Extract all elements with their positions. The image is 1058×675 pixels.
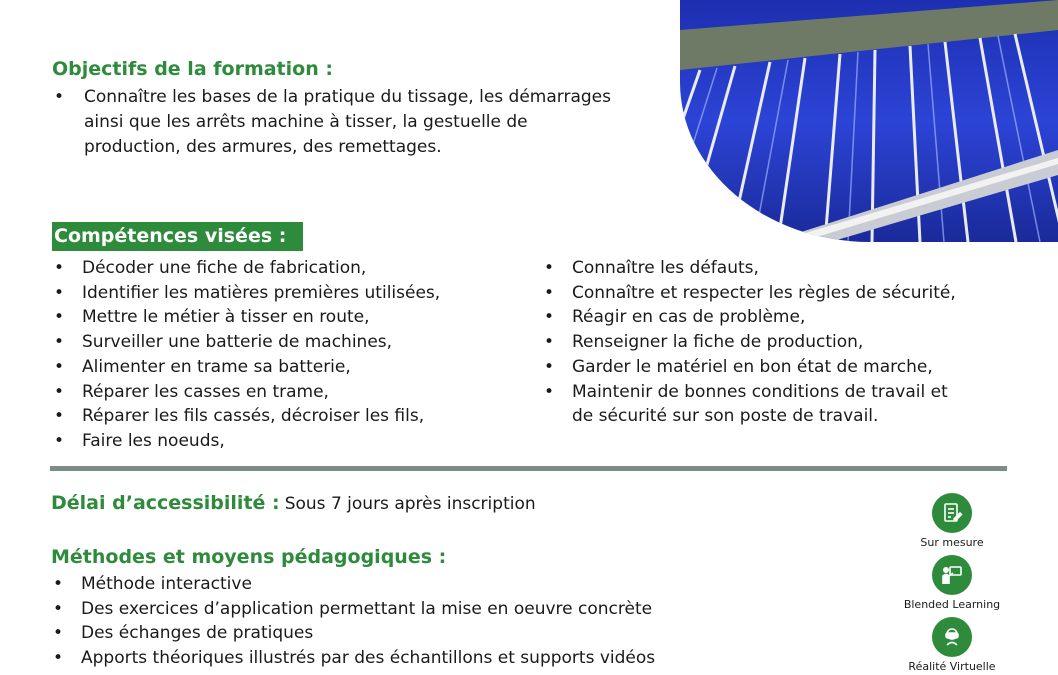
presenter-screen-icon [932,555,972,595]
delai-value: Sous 7 jours après inscription [284,494,536,514]
badge-label: Sur mesure [920,536,984,549]
list-item: • Surveiller une batterie de machines, [52,330,440,355]
list-item: • Connaître les défauts, [542,256,956,281]
badge-sur-mesure [887,493,1017,549]
competences-list-right [542,256,956,429]
delai-row [51,492,536,514]
bullet: • [54,87,65,107]
list-item: • Maintenir de bonnes conditions de travail et [542,380,956,405]
list-item: • Méthode interactive [51,572,655,597]
delai-label: Délai d’accessibilité : [51,492,280,514]
vr-headset-icon [932,617,972,657]
document-edit-icon [932,493,972,533]
competences-heading: Compétences visées : [52,222,303,251]
list-item: • Des échanges de pratiques [51,621,655,646]
section-divider [50,466,1007,471]
list-item: • Réagir en cas de problème, [542,305,956,330]
methodes-list [51,572,655,671]
list-item: • Décoder une fiche de fabrication, [52,256,440,281]
list-item: de sécurité sur son poste de travail. [572,406,879,427]
objectifs-text: Connaître les bases de la pratique du tissage, les démarrages ainsi que les arrêts machine à tisser, la gestuelle de production, des armures, des remettages. [84,87,611,157]
list-item: • Apports théoriques illustrés par des échantillons et supports vidéos [51,646,655,671]
badge-realite-virtuelle [887,617,1017,673]
list-item: • Identifier les matières premières utilisées, [52,281,440,306]
loom-photo [680,0,1058,242]
list-item: • Renseigner la fiche de production, [542,330,956,355]
list-item: • Faire les noeuds, [52,429,440,454]
badge-label: Blended Learning [903,598,1001,611]
list-item: • Connaître et respecter les règles de sécurité, [542,281,956,306]
list-item: • Des exercices d’application permettant la mise en oeuvre concrète [51,597,655,622]
list-item: • Réparer les fils cassés, décroiser les fils, [52,404,440,429]
competences-list-left [52,256,440,454]
list-item: • Alimenter en trame sa batterie, [52,355,440,380]
objectifs-heading: Objectifs de la formation : [52,58,333,80]
badge-label: Réalité Virtuelle [908,660,996,673]
badge-blended-learning [887,555,1017,611]
list-item: • Mettre le métier à tisser en route, [52,305,440,330]
list-item: • Réparer les casses en trame, [52,380,440,405]
methodes-heading: Méthodes et moyens pédagogiques : [51,546,447,568]
list-item: • Garder le matériel en bon état de marche, [542,355,956,380]
